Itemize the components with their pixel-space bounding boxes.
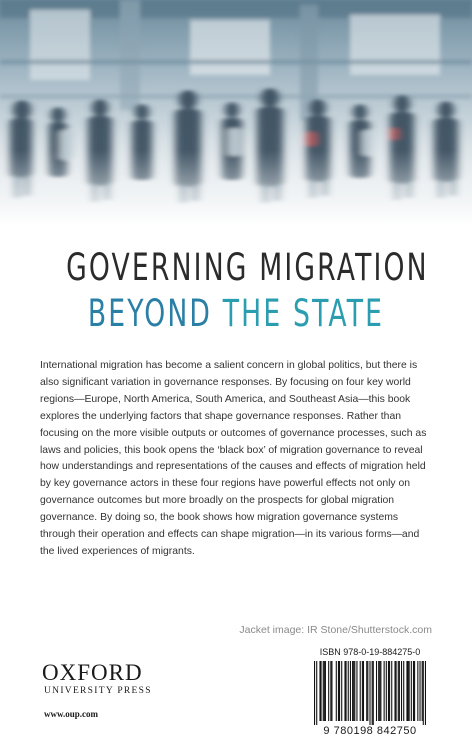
publisher-subtitle: UNIVERSITY PRESS <box>44 686 152 696</box>
book-description: International migration has become a salient concern in global politics, but there is also significant variation in governance responses. By focusing on four key world regions—Europe, North America, South America, and Southeast Asia—this book explores the underlying factors that shape governance responses. Rather than focusing on the more visible outputs or outcomes of governance processes, such as laws and policies, this book opens the ‘black box’ of migration governance to reveal how understandings and representations of the causes and effects of migration held by key governance actors in these four regions have powerful effects not only on governance outcomes but more broadly on the prospects for global migration governance. By doing so, the book shows how migration governance systems through their operation and effects can shape migration—in its various forms—and the lived experiences of migrants. <box>40 360 427 557</box>
title-word-the-state: THE STATE <box>222 292 385 335</box>
publisher-logo-name: OXFORD <box>42 660 143 685</box>
barcode-digits: 9 780198 842750 <box>323 725 417 737</box>
title-word-beyond: BEYOND <box>87 292 213 335</box>
publisher-website: www.oup.com <box>44 709 99 719</box>
blurred-commuters-photo-icon <box>0 0 472 225</box>
cover-photo <box>0 0 472 225</box>
title-line-2 <box>66 292 406 335</box>
jacket-image-credit: Jacket image: IR Stone/Shutterstock.com <box>239 624 432 636</box>
barcode-icon <box>314 661 426 725</box>
title-line-1: GOVERNING MIGRATION <box>66 246 429 289</box>
barcode-block <box>308 647 432 740</box>
isbn-label: ISBN 978-0-19-884275-0 <box>319 647 421 657</box>
